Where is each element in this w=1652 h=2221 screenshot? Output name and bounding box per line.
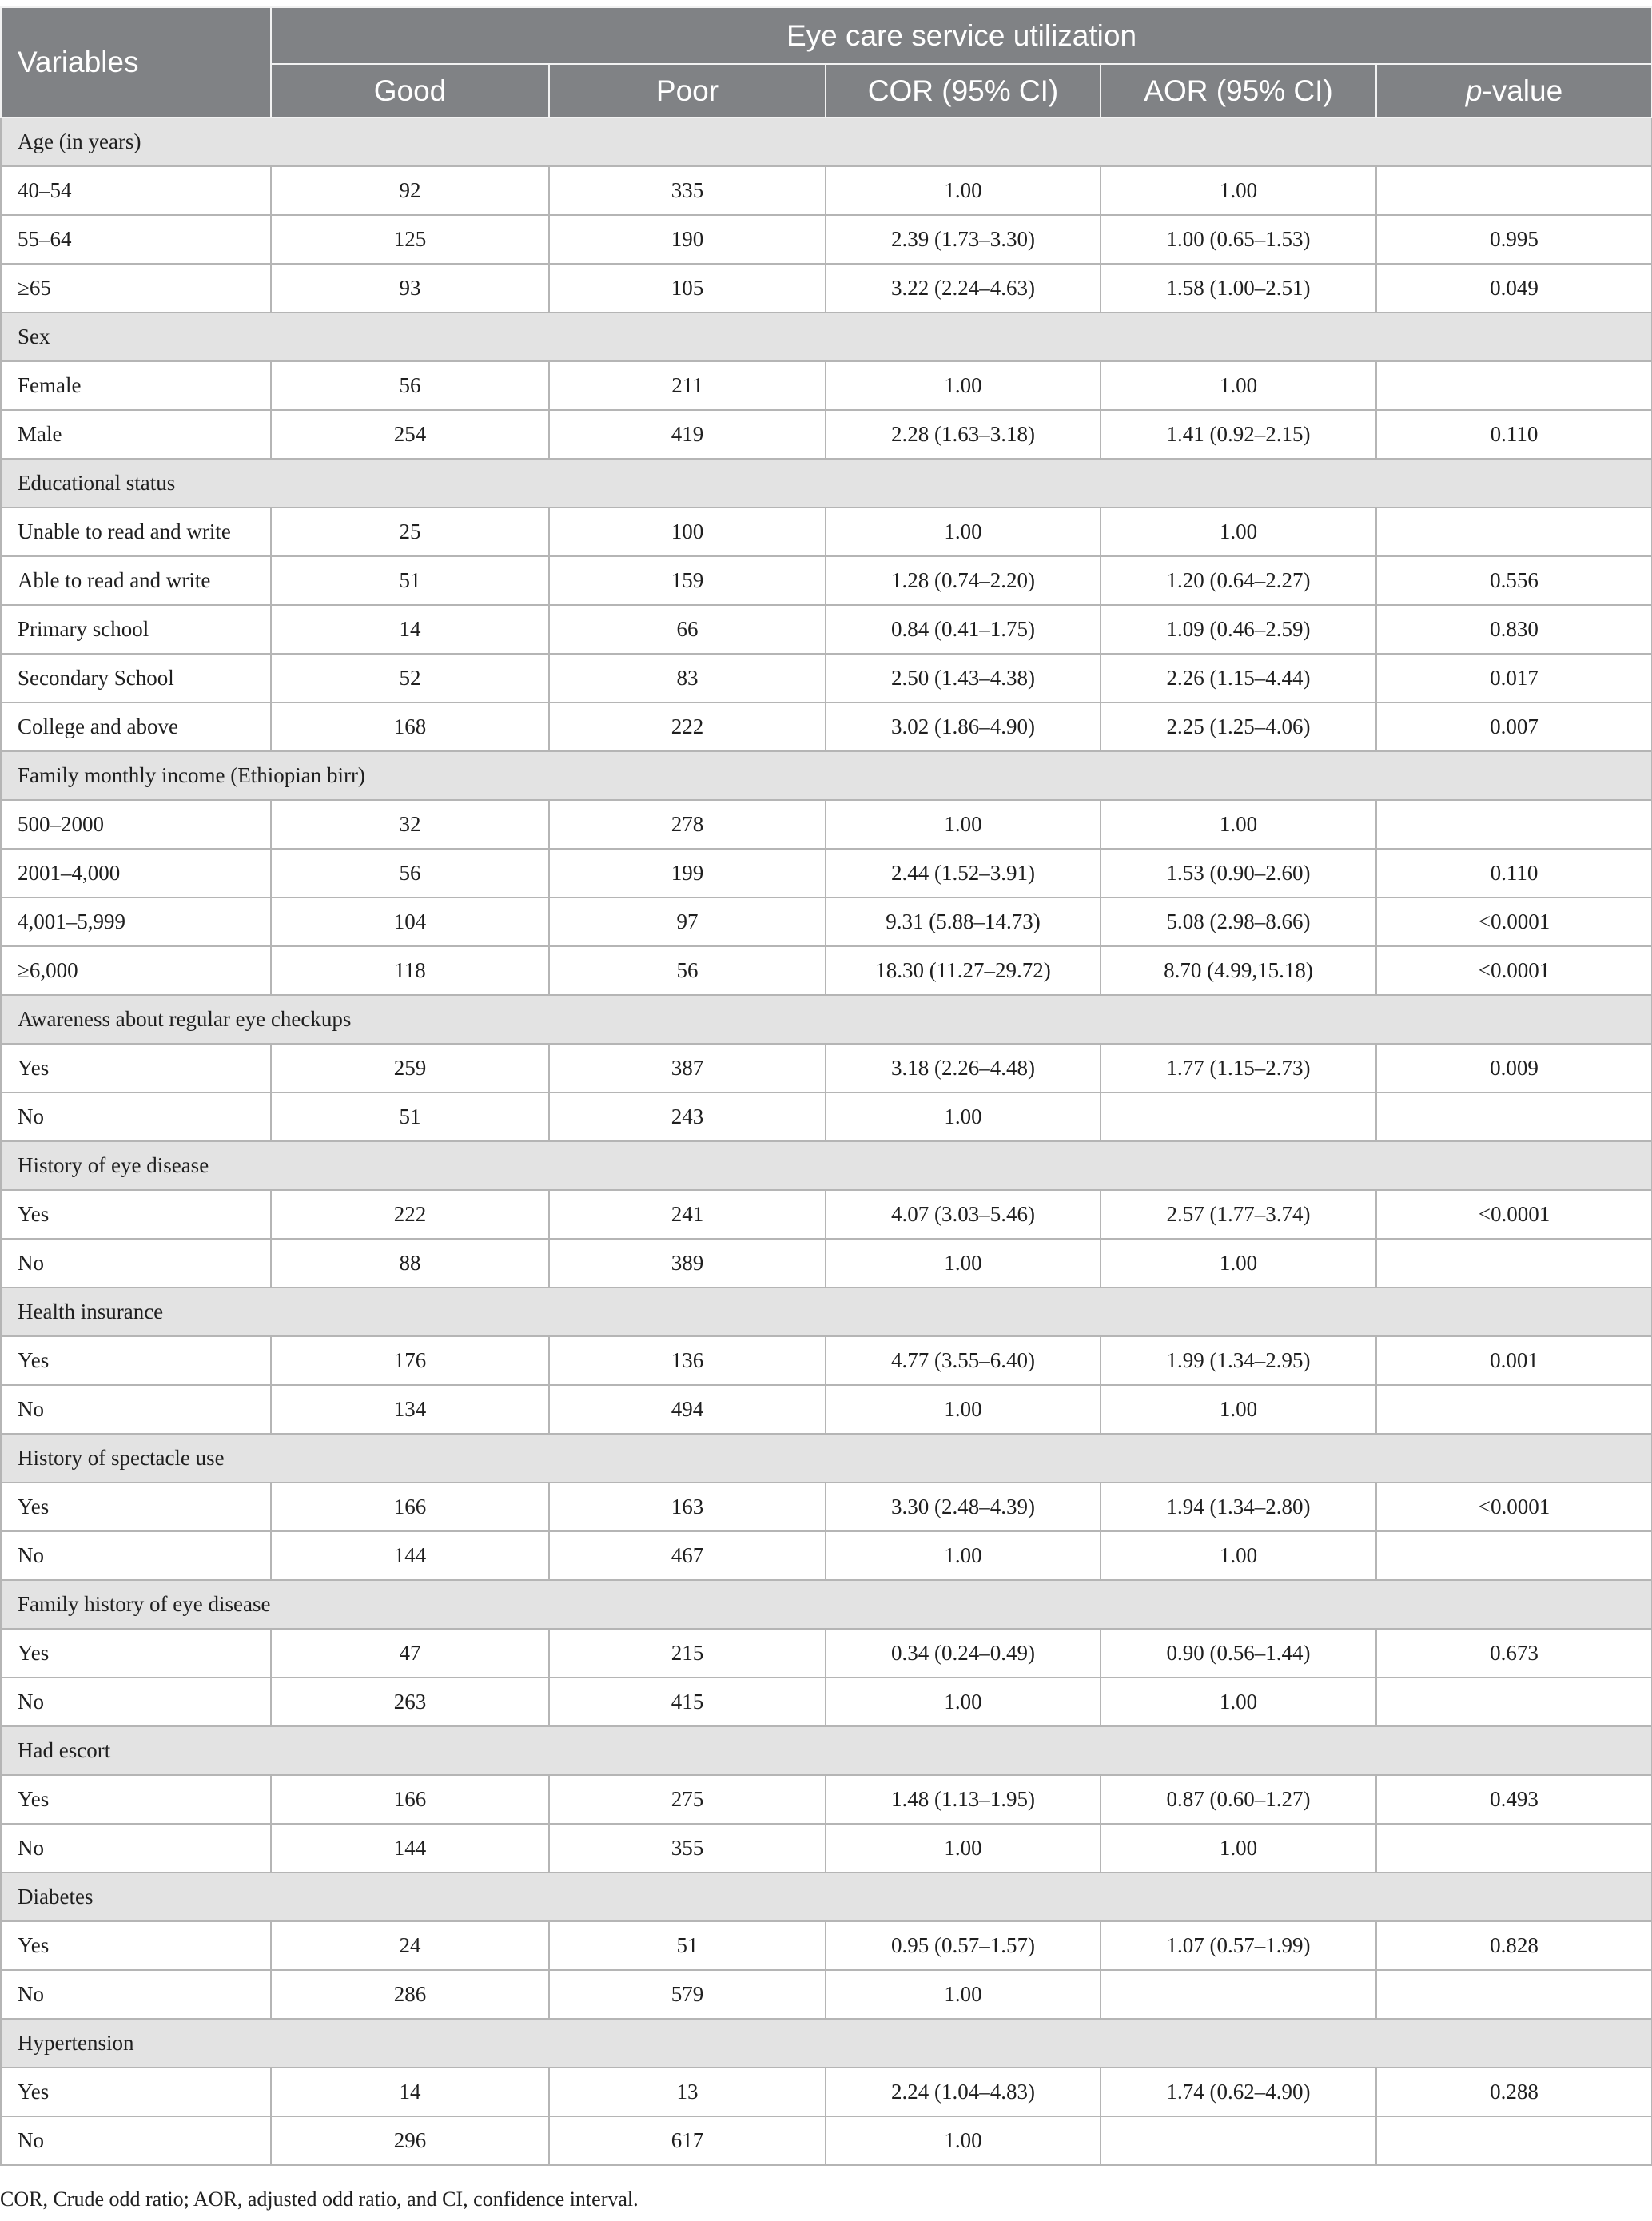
p-value: 0.673: [1376, 1629, 1652, 1678]
poor-count: 105: [549, 264, 826, 312]
table-row: [1, 166, 1652, 215]
poor-count: 617: [549, 2116, 826, 2165]
p-value: 0.288: [1376, 2068, 1652, 2116]
table-row: [1, 605, 1652, 654]
table-header: [1, 7, 1652, 117]
good-count: 168: [271, 703, 549, 751]
p-value: [1376, 1531, 1652, 1580]
good-count: 56: [271, 361, 549, 410]
row-label: Yes: [1, 1190, 271, 1239]
p-value: 0.556: [1376, 556, 1652, 605]
row-label: Male: [1, 410, 271, 459]
p-value: <0.0001: [1376, 898, 1652, 946]
aor-value: 1.77 (1.15–2.73): [1101, 1044, 1376, 1093]
poor-count: 13: [549, 2068, 826, 2116]
aor-value: [1101, 1970, 1376, 2019]
row-label: 40–54: [1, 166, 271, 215]
aor-value: 1.94 (1.34–2.80): [1101, 1483, 1376, 1531]
aor-value: 1.07 (0.57–1.99): [1101, 1921, 1376, 1970]
cor-value: 1.00: [826, 1678, 1101, 1726]
aor-value: 1.58 (1.00–2.51): [1101, 264, 1376, 312]
table-row: [1, 654, 1652, 703]
group-label: History of spectacle use: [1, 1434, 1652, 1483]
poor-count: 159: [549, 556, 826, 605]
p-value: [1376, 1678, 1652, 1726]
group-label: Hypertension: [1, 2019, 1652, 2068]
p-value: <0.0001: [1376, 1483, 1652, 1531]
group-row: [1, 1288, 1652, 1336]
aor-value: 1.00: [1101, 800, 1376, 849]
p-value: <0.0001: [1376, 946, 1652, 995]
variables-header: Variables: [1, 7, 271, 117]
table-row: [1, 361, 1652, 410]
poor-count: 389: [549, 1239, 826, 1288]
table-row: [1, 2068, 1652, 2116]
poor-count: 241: [549, 1190, 826, 1239]
col-header-cor: COR (95% CI): [826, 64, 1101, 117]
good-count: 118: [271, 946, 549, 995]
good-count: 92: [271, 166, 549, 215]
good-count: 104: [271, 898, 549, 946]
table-row: [1, 1629, 1652, 1678]
group-row: [1, 312, 1652, 361]
group-label: Sex: [1, 312, 1652, 361]
good-count: 25: [271, 507, 549, 556]
row-label: Yes: [1, 1629, 271, 1678]
aor-value: 1.00 (0.65–1.53): [1101, 215, 1376, 264]
poor-count: 387: [549, 1044, 826, 1093]
cor-value: 1.00: [826, 1239, 1101, 1288]
good-count: 176: [271, 1336, 549, 1385]
good-count: 56: [271, 849, 549, 898]
p-value: [1376, 1239, 1652, 1288]
cor-value: 1.00: [826, 1093, 1101, 1141]
aor-value: 1.00: [1101, 507, 1376, 556]
table-row: [1, 1824, 1652, 1873]
poor-count: 355: [549, 1824, 826, 1873]
poor-count: 83: [549, 654, 826, 703]
p-value: 0.830: [1376, 605, 1652, 654]
poor-count: 136: [549, 1336, 826, 1385]
poor-count: 275: [549, 1775, 826, 1824]
good-count: 52: [271, 654, 549, 703]
col-header-good: Good: [271, 64, 549, 117]
aor-value: 1.41 (0.92–2.15): [1101, 410, 1376, 459]
cor-value: 1.00: [826, 1531, 1101, 1580]
table-row: [1, 1336, 1652, 1385]
table-row: [1, 800, 1652, 849]
table-row: [1, 2116, 1652, 2165]
p-value: 0.007: [1376, 703, 1652, 751]
row-label: Able to read and write: [1, 556, 271, 605]
cor-value: 1.00: [826, 2116, 1101, 2165]
aor-value: 0.87 (0.60–1.27): [1101, 1775, 1376, 1824]
aor-value: 1.00: [1101, 1385, 1376, 1434]
aor-value: 1.00: [1101, 1678, 1376, 1726]
cor-value: 1.00: [826, 1970, 1101, 2019]
poor-count: 97: [549, 898, 826, 946]
table-row: [1, 1044, 1652, 1093]
table-row: [1, 946, 1652, 995]
cor-value: 0.95 (0.57–1.57): [826, 1921, 1101, 1970]
cor-value: 1.00: [826, 800, 1101, 849]
table-row: [1, 507, 1652, 556]
good-count: 14: [271, 2068, 549, 2116]
cor-value: 3.18 (2.26–4.48): [826, 1044, 1101, 1093]
p-value: [1376, 507, 1652, 556]
p-value: [1376, 1824, 1652, 1873]
good-count: 47: [271, 1629, 549, 1678]
group-row: [1, 1141, 1652, 1190]
p-value: 0.009: [1376, 1044, 1652, 1093]
aor-value: [1101, 1093, 1376, 1141]
cor-value: 3.22 (2.24–4.63): [826, 264, 1101, 312]
row-label: No: [1, 1093, 271, 1141]
good-count: 14: [271, 605, 549, 654]
p-value: 0.110: [1376, 849, 1652, 898]
group-label: Diabetes: [1, 1873, 1652, 1921]
good-count: 144: [271, 1531, 549, 1580]
cor-value: 0.34 (0.24–0.49): [826, 1629, 1101, 1678]
table-row: [1, 849, 1652, 898]
good-count: 24: [271, 1921, 549, 1970]
p-value: 0.049: [1376, 264, 1652, 312]
aor-value: 1.00: [1101, 166, 1376, 215]
group-label: Health insurance: [1, 1288, 1652, 1336]
p-value: 0.493: [1376, 1775, 1652, 1824]
poor-count: 163: [549, 1483, 826, 1531]
row-label: 55–64: [1, 215, 271, 264]
poor-count: 494: [549, 1385, 826, 1434]
good-count: 222: [271, 1190, 549, 1239]
aor-value: 1.00: [1101, 361, 1376, 410]
p-value: [1376, 1093, 1652, 1141]
good-count: 263: [271, 1678, 549, 1726]
cor-value: 1.00: [826, 361, 1101, 410]
row-label: Yes: [1, 2068, 271, 2116]
table-row: [1, 1190, 1652, 1239]
table-row: [1, 215, 1652, 264]
table-row: [1, 410, 1652, 459]
aor-value: [1101, 2116, 1376, 2165]
p-value: 0.995: [1376, 215, 1652, 264]
poor-count: 415: [549, 1678, 826, 1726]
good-count: 51: [271, 1093, 549, 1141]
pvalue-italic-prefix: p: [1465, 74, 1483, 107]
table-row: [1, 1921, 1652, 1970]
p-value: 0.017: [1376, 654, 1652, 703]
cor-value: 1.48 (1.13–1.95): [826, 1775, 1101, 1824]
group-label: Educational status: [1, 459, 1652, 507]
cor-value: 4.07 (3.03–5.46): [826, 1190, 1101, 1239]
p-value: [1376, 800, 1652, 849]
row-label: Yes: [1, 1483, 271, 1531]
table-row: [1, 1775, 1652, 1824]
good-count: 144: [271, 1824, 549, 1873]
aor-value: 1.09 (0.46–2.59): [1101, 605, 1376, 654]
data-table: [0, 6, 1652, 2166]
col-header-pvalue: [1376, 64, 1652, 117]
group-row: [1, 1580, 1652, 1629]
row-label: No: [1, 1824, 271, 1873]
row-label: No: [1, 1531, 271, 1580]
good-count: 88: [271, 1239, 549, 1288]
row-label: Yes: [1, 1775, 271, 1824]
row-label: No: [1, 1970, 271, 2019]
aor-value: 1.00: [1101, 1531, 1376, 1580]
cor-value: 3.30 (2.48–4.39): [826, 1483, 1101, 1531]
aor-value: 1.00: [1101, 1239, 1376, 1288]
table-row: [1, 898, 1652, 946]
row-label: Primary school: [1, 605, 271, 654]
row-label: 4,001–5,999: [1, 898, 271, 946]
cor-value: 1.28 (0.74–2.20): [826, 556, 1101, 605]
group-label: Family monthly income (Ethiopian birr): [1, 751, 1652, 800]
good-count: 166: [271, 1483, 549, 1531]
poor-count: 56: [549, 946, 826, 995]
table-footnote: COR, Crude odd ratio; AOR, adjusted odd ratio, and CI, confidence interval.: [0, 2187, 639, 2211]
p-value: [1376, 1970, 1652, 2019]
row-label: Yes: [1, 1336, 271, 1385]
cor-value: 1.00: [826, 166, 1101, 215]
good-count: 259: [271, 1044, 549, 1093]
row-label: 500–2000: [1, 800, 271, 849]
group-row: [1, 1726, 1652, 1775]
cor-value: 2.39 (1.73–3.30): [826, 215, 1101, 264]
poor-count: 100: [549, 507, 826, 556]
cor-value: 9.31 (5.88–14.73): [826, 898, 1101, 946]
aor-value: 1.74 (0.62–4.90): [1101, 2068, 1376, 2116]
p-value: [1376, 1385, 1652, 1434]
cor-value: 4.77 (3.55–6.40): [826, 1336, 1101, 1385]
group-label: Awareness about regular eye checkups: [1, 995, 1652, 1044]
aor-value: 5.08 (2.98–8.66): [1101, 898, 1376, 946]
poor-count: 335: [549, 166, 826, 215]
poor-count: 51: [549, 1921, 826, 1970]
table-row: [1, 1093, 1652, 1141]
col-header-aor: AOR (95% CI): [1101, 64, 1376, 117]
table-row: [1, 1483, 1652, 1531]
header-row-top: [1, 7, 1652, 64]
good-count: 166: [271, 1775, 549, 1824]
row-label: No: [1, 2116, 271, 2165]
pvalue-label: -value: [1482, 74, 1563, 107]
group-row: [1, 1434, 1652, 1483]
good-count: 296: [271, 2116, 549, 2165]
aor-value: 1.53 (0.90–2.60): [1101, 849, 1376, 898]
p-value: [1376, 361, 1652, 410]
cor-value: 2.24 (1.04–4.83): [826, 2068, 1101, 2116]
p-value: [1376, 2116, 1652, 2165]
p-value: [1376, 166, 1652, 215]
cor-value: 0.84 (0.41–1.75): [826, 605, 1101, 654]
table-body: [1, 117, 1652, 2165]
aor-value: 0.90 (0.56–1.44): [1101, 1629, 1376, 1678]
group-row: [1, 995, 1652, 1044]
poor-count: 579: [549, 1970, 826, 2019]
row-label: ≥65: [1, 264, 271, 312]
group-label: Age (in years): [1, 117, 1652, 166]
group-label: History of eye disease: [1, 1141, 1652, 1190]
group-row: [1, 459, 1652, 507]
cor-value: 3.02 (1.86–4.90): [826, 703, 1101, 751]
good-count: 125: [271, 215, 549, 264]
p-value: 0.110: [1376, 410, 1652, 459]
table-row: [1, 1531, 1652, 1580]
p-value: 0.828: [1376, 1921, 1652, 1970]
group-row: [1, 751, 1652, 800]
p-value: 0.001: [1376, 1336, 1652, 1385]
good-count: 51: [271, 556, 549, 605]
cor-value: 2.44 (1.52–3.91): [826, 849, 1101, 898]
table-row: [1, 1385, 1652, 1434]
poor-count: 278: [549, 800, 826, 849]
poor-count: 211: [549, 361, 826, 410]
cor-value: 1.00: [826, 1824, 1101, 1873]
poor-count: 190: [549, 215, 826, 264]
aor-value: 2.26 (1.15–4.44): [1101, 654, 1376, 703]
row-label: Secondary School: [1, 654, 271, 703]
cor-value: 2.28 (1.63–3.18): [826, 410, 1101, 459]
aor-value: 2.25 (1.25–4.06): [1101, 703, 1376, 751]
cor-value: 18.30 (11.27–29.72): [826, 946, 1101, 995]
poor-count: 419: [549, 410, 826, 459]
poor-count: 467: [549, 1531, 826, 1580]
group-row: [1, 1873, 1652, 1921]
row-label: Female: [1, 361, 271, 410]
group-label: Had escort: [1, 1726, 1652, 1775]
table-row: [1, 556, 1652, 605]
table-row: [1, 1970, 1652, 2019]
table-row: [1, 1678, 1652, 1726]
group-row: [1, 117, 1652, 166]
poor-count: 66: [549, 605, 826, 654]
good-count: 134: [271, 1385, 549, 1434]
row-label: Unable to read and write: [1, 507, 271, 556]
table-row: [1, 1239, 1652, 1288]
row-label: Yes: [1, 1921, 271, 1970]
row-label: No: [1, 1678, 271, 1726]
aor-value: 1.20 (0.64–2.27): [1101, 556, 1376, 605]
group-header: Eye care service utilization: [271, 7, 1652, 64]
good-count: 286: [271, 1970, 549, 2019]
poor-count: 222: [549, 703, 826, 751]
row-label: No: [1, 1385, 271, 1434]
good-count: 254: [271, 410, 549, 459]
cor-value: 2.50 (1.43–4.38): [826, 654, 1101, 703]
cor-value: 1.00: [826, 507, 1101, 556]
row-label: College and above: [1, 703, 271, 751]
aor-value: 1.99 (1.34–2.95): [1101, 1336, 1376, 1385]
group-label: Family history of eye disease: [1, 1580, 1652, 1629]
row-label: 2001–4,000: [1, 849, 271, 898]
aor-value: 1.00: [1101, 1824, 1376, 1873]
poor-count: 243: [549, 1093, 826, 1141]
table-row: [1, 703, 1652, 751]
col-header-poor: Poor: [549, 64, 826, 117]
poor-count: 215: [549, 1629, 826, 1678]
aor-value: 2.57 (1.77–3.74): [1101, 1190, 1376, 1239]
row-label: ≥6,000: [1, 946, 271, 995]
table-row: [1, 264, 1652, 312]
good-count: 93: [271, 264, 549, 312]
row-label: No: [1, 1239, 271, 1288]
group-row: [1, 2019, 1652, 2068]
aor-value: 8.70 (4.99,15.18): [1101, 946, 1376, 995]
good-count: 32: [271, 800, 549, 849]
p-value: <0.0001: [1376, 1190, 1652, 1239]
cor-value: 1.00: [826, 1385, 1101, 1434]
poor-count: 199: [549, 849, 826, 898]
row-label: Yes: [1, 1044, 271, 1093]
